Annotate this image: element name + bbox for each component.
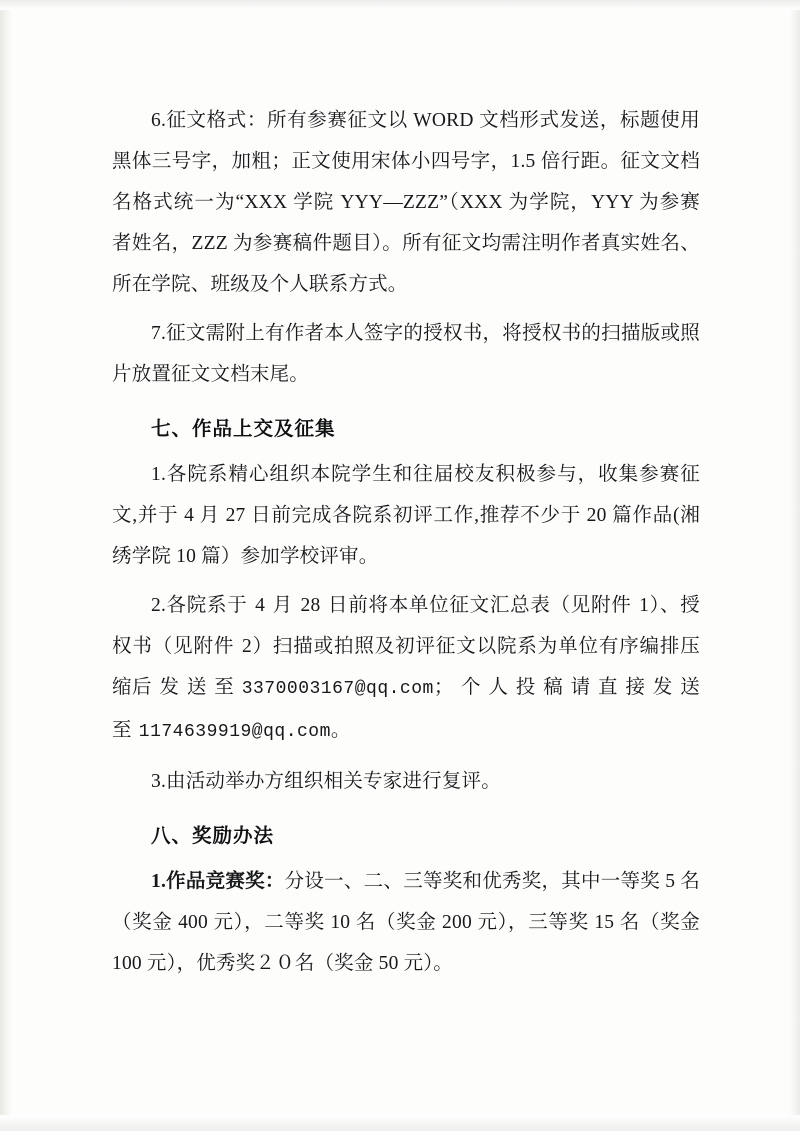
paragraph-section7-item-2-text-a: 2.各院系于 4 月 28 日前将本单位征文汇总表（见附件 1）、授权书（见附件 2）扫描或拍照及初评征文以院系为单位有序编排压缩后 发 送 至 (112, 595, 700, 698)
paragraph-section7-item-2-text-c: 。 (330, 720, 351, 741)
section-heading-eight: 八、奖励办法 (151, 826, 275, 847)
email-address-personal: 1174639919@qq.com (138, 722, 331, 742)
section-heading-seven: 七、作品上交及征集 (151, 419, 336, 440)
paragraph-item-7: 7.征文需附上有作者本人签字的授权书，将授权书的扫描版或照片放置征文文档末尾。 (112, 323, 700, 385)
award-label: 1.作品竞赛奖： (151, 871, 285, 892)
paragraph-section7-item-2 (112, 585, 700, 753)
paragraph-section7-item-1: 1.各院系精心组织本院学生和往届校友积极参与，收集参赛征文,并于 4 月 27 日前完成各院系初评工作,推荐不少于 20 篇作品(湘绣学院 10 篇）参加学校评审。 (112, 464, 700, 567)
paragraph-section8-item-1 (112, 861, 700, 984)
page-edge-top (0, 0, 800, 10)
paragraph-item-6: 6.征文格式：所有参赛征文以 WORD 文档形式发送，标题使用黑体三号字，加粗；正文使用宋体小四号字，1.5 倍行距。征文文档名格式统一为“XXX 学院 YYY—ZZZ”（XXX 为学院，YYY 为参赛者姓名，ZZZ 为参赛稿件题目）。所有征文均需注明作者真实姓名、所在学院、班级及个人联系方式。 (112, 110, 700, 295)
paragraph-section7-item-3: 3.由活动举办方组织相关专家进行复评。 (151, 771, 501, 792)
award-detail: 分设一、二、三等奖和优秀奖，其中一等奖 5 名（奖金 400 元），二等奖 10 名（奖金 200 元），三等奖 15 名（奖金 100 元），优秀奖２０名（奖金 50 元）。 (112, 871, 700, 974)
page-edge-left (0, 0, 14, 1131)
page-edge-right (788, 0, 800, 1131)
document-body (112, 100, 700, 992)
email-address-group: 3370003167@qq.com (241, 679, 434, 699)
paragraph-section7-item-2-text-b: ； 个 人 投 稿 请 直 接 发 送 至 (112, 677, 700, 741)
page-edge-bottom (0, 1115, 800, 1131)
